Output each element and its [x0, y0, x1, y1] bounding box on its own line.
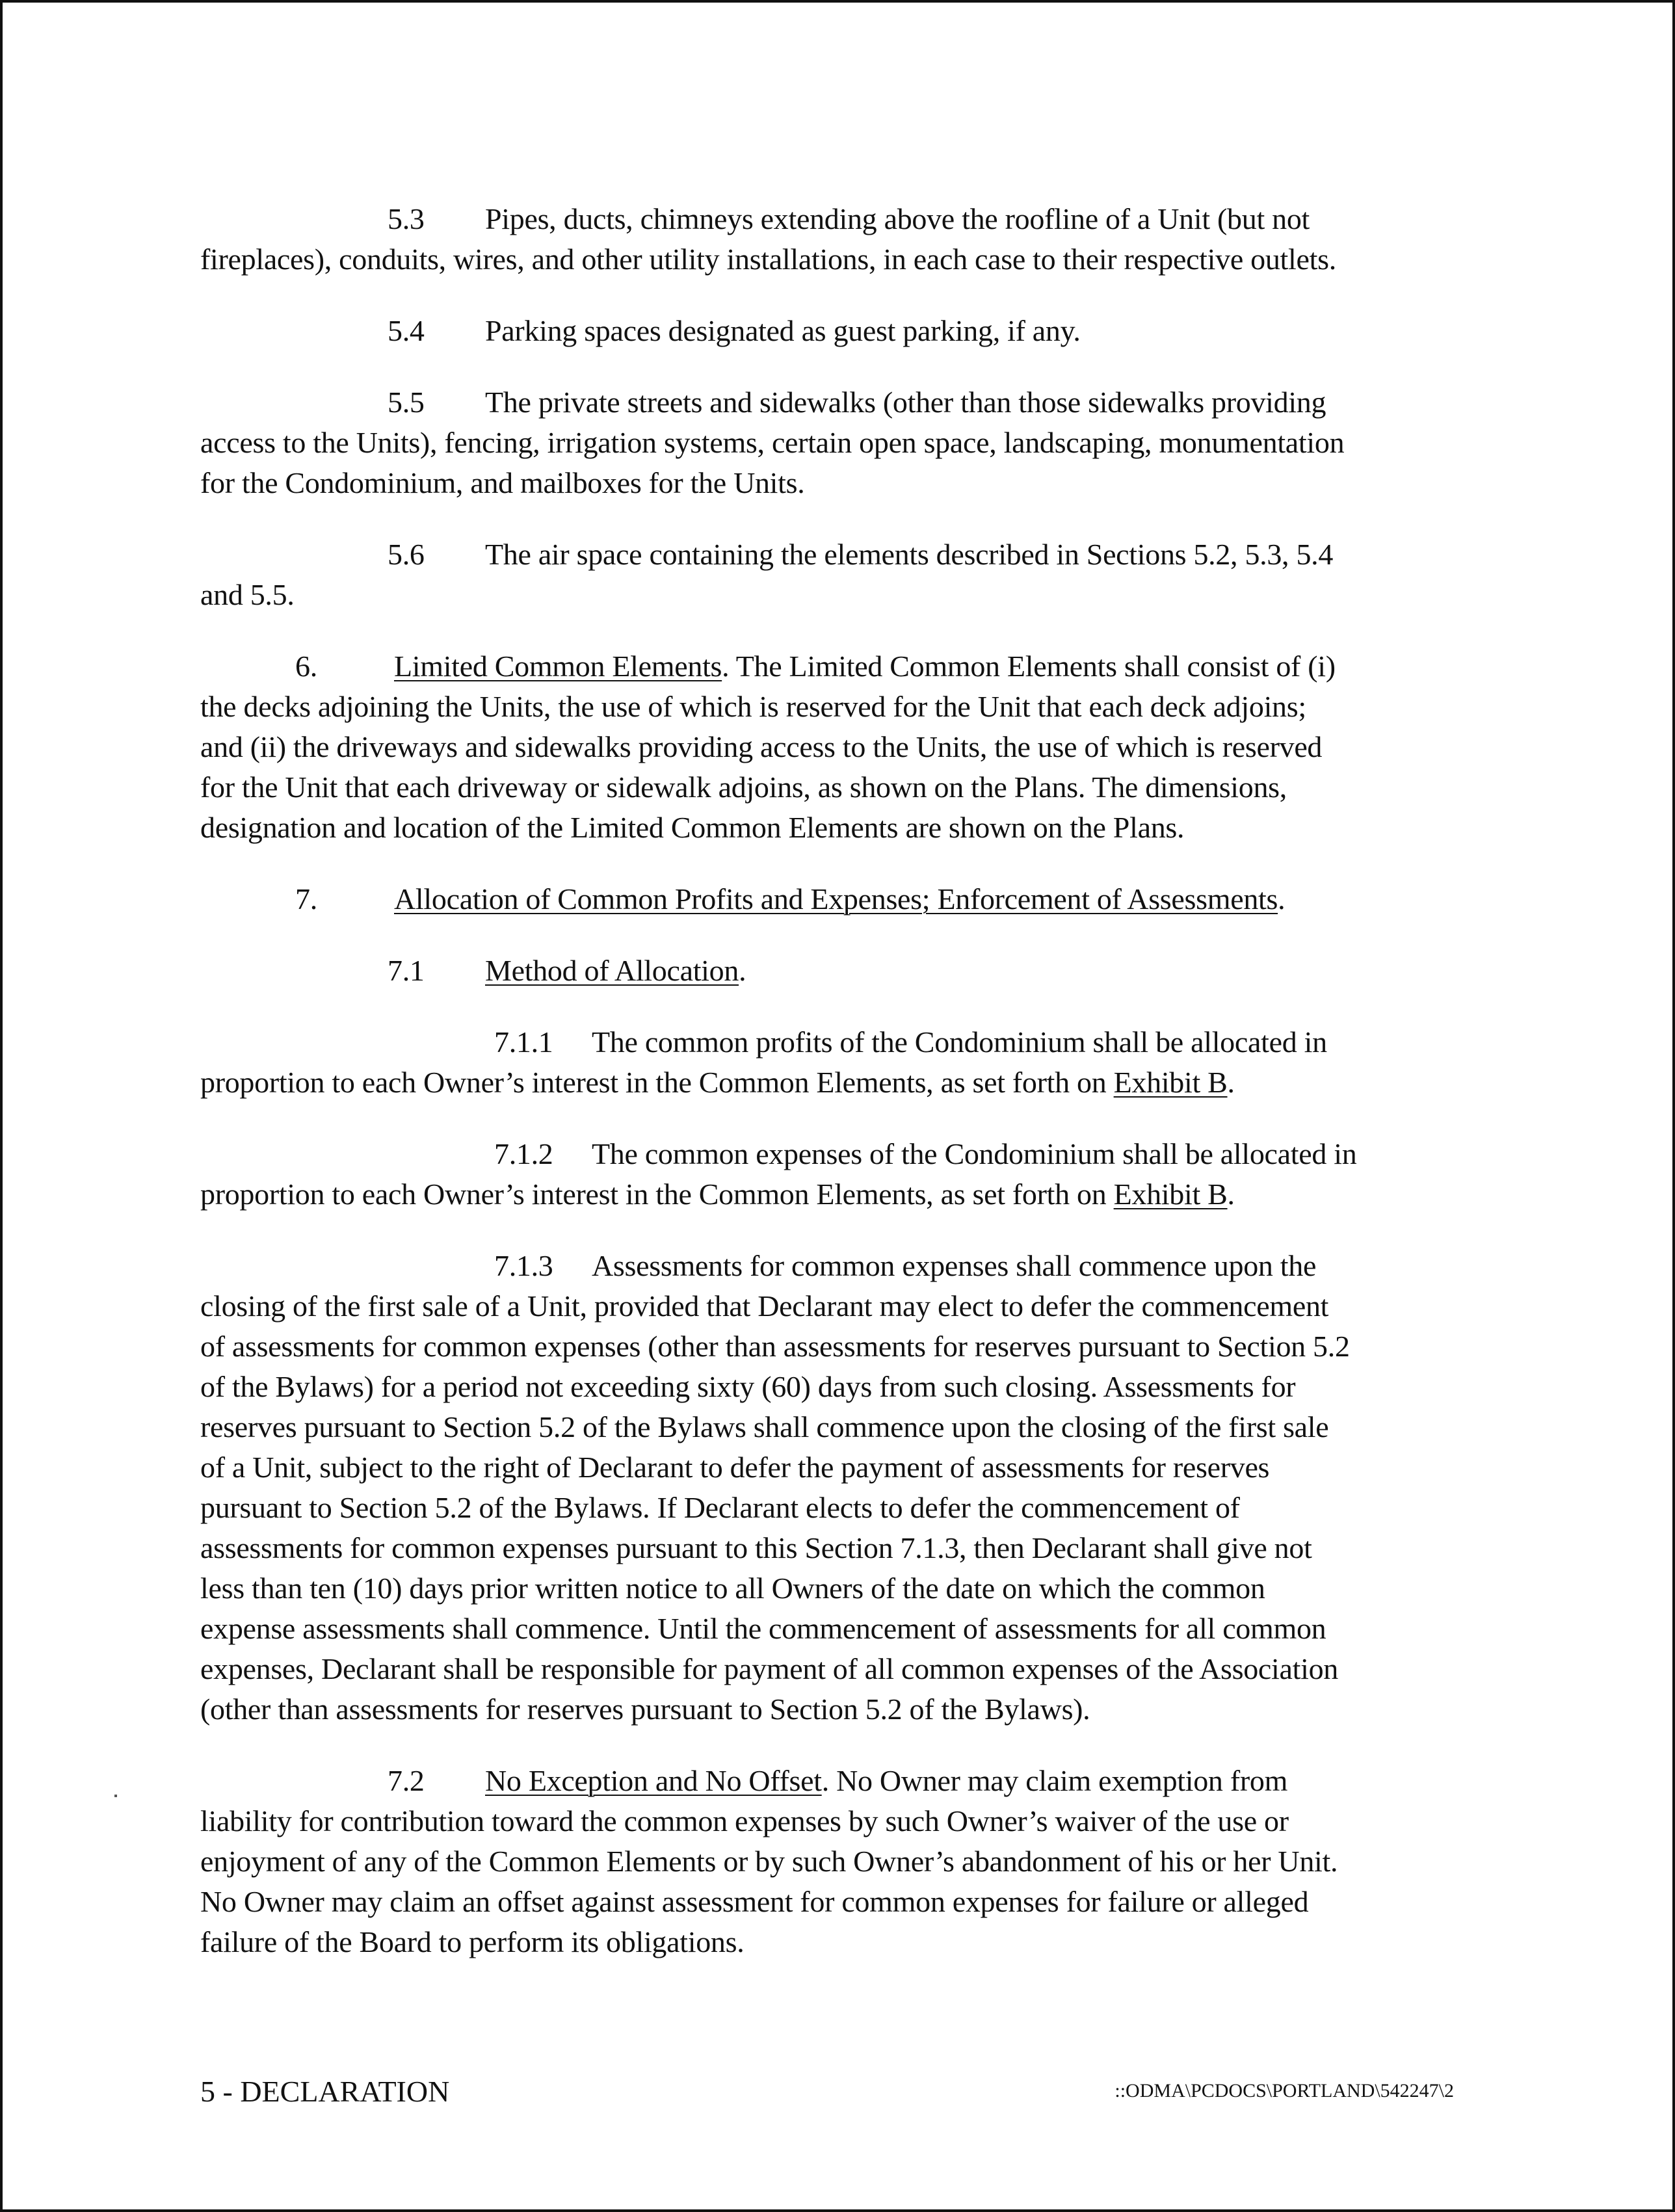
- section-number: 5.4: [388, 314, 425, 347]
- section-text-line: . The Limited Common Elements shall consist of (i): [722, 650, 1336, 683]
- section-text-line: The common profits of the Condominium shall be allocated in: [592, 1025, 1327, 1059]
- section-text-line: failure of the Board to perform its obligations.: [200, 1925, 745, 1958]
- section-number: 5.6: [388, 538, 425, 571]
- section-5-5: [200, 382, 1481, 503]
- section-number: 7.2: [388, 1764, 425, 1797]
- section-text-line: of the Bylaws) for a period not exceeding sixty (60) days from such closing. Assessments for: [200, 1370, 1296, 1403]
- section-text-line: enjoyment of any of the Common Elements or by such Owner’s abandonment of his or her Unit.: [200, 1845, 1338, 1878]
- section-7-2: [200, 1761, 1481, 1962]
- section-5-3: [200, 199, 1481, 280]
- section-5-4: [200, 311, 1481, 351]
- section-text-line: pursuant to Section 5.2 of the Bylaws. If Declarant elects to defer the commencement of: [200, 1491, 1240, 1524]
- section-text-line: proportion to each Owner’s interest in the Common Elements, as set forth on: [200, 1066, 1114, 1099]
- section-number: 5.3: [388, 202, 425, 235]
- section-text-line: . No Owner may claim exemption from: [821, 1764, 1288, 1797]
- section-number: 5.5: [388, 386, 425, 419]
- section-text-line: access to the Units), fencing, irrigation systems, certain open space, landscaping, monumentation: [200, 426, 1345, 459]
- scan-speck: [114, 1795, 117, 1797]
- section-text-line: for the Condominium, and mailboxes for the Units.: [200, 466, 805, 499]
- section-7-1: [200, 951, 1481, 991]
- document-body: [200, 199, 1481, 1962]
- section-text-line: and 5.5.: [200, 578, 295, 611]
- section-text-line: expense assessments shall commence. Until the commencement of assessments for all common: [200, 1612, 1326, 1645]
- footer-doc-path: ::ODMA\PCDOCS\PORTLAND\542247\2: [1114, 2080, 1454, 2101]
- section-text-line: No Owner may claim an offset against assessment for common expenses for failure or alleged: [200, 1885, 1309, 1918]
- section-text-line: Parking spaces designated as guest parking, if any.: [485, 314, 1081, 347]
- section-number: 7.1.3: [494, 1249, 553, 1282]
- section-title-end: .: [739, 954, 746, 987]
- section-text-line: of assessments for common expenses (other than assessments for reserves pursuant to Section 5.2: [200, 1330, 1350, 1363]
- section-number: 7.1: [388, 954, 425, 987]
- section-text-line: and (ii) the driveways and sidewalks providing access to the Units, the use of which is reserved: [200, 730, 1323, 763]
- section-title: Allocation of Common Profits and Expenses; Enforcement of Assessments: [394, 882, 1278, 915]
- section-title: No Exception and No Offset: [485, 1764, 822, 1797]
- exhibit-reference: Exhibit B: [1113, 1066, 1228, 1099]
- section-number: 6.: [295, 650, 317, 683]
- section-number: 7.: [295, 882, 317, 915]
- section-text-end: .: [1227, 1066, 1235, 1099]
- section-text-line: The common expenses of the Condominium shall be allocated in: [592, 1137, 1357, 1170]
- section-title: Limited Common Elements: [394, 650, 722, 683]
- section-number: 7.1.1: [494, 1025, 553, 1059]
- section-text-line: of a Unit, subject to the right of Declarant to defer the payment of assessments for reserves: [200, 1451, 1270, 1484]
- section-7-1-1: [200, 1022, 1481, 1103]
- section-text-line: (other than assessments for reserves pursuant to Section 5.2 of the Bylaws).: [200, 1692, 1090, 1726]
- section-text-line: the decks adjoining the Units, the use of which is reserved for the Unit that each deck adjoins;: [200, 690, 1306, 723]
- section-text-line: The private streets and sidewalks (other than those sidewalks providing: [485, 386, 1326, 419]
- section-text-line: proportion to each Owner’s interest in the Common Elements, as set forth on: [200, 1178, 1114, 1211]
- section-text-line: reserves pursuant to Section 5.2 of the Bylaws shall commence upon the closing of the first sale: [200, 1410, 1329, 1443]
- section-7: [200, 879, 1481, 919]
- section-text-line: Pipes, ducts, chimneys extending above the roofline of a Unit (but not: [485, 202, 1310, 235]
- exhibit-reference: Exhibit B: [1113, 1178, 1228, 1211]
- section-7-1-2: [200, 1134, 1481, 1215]
- section-text-line: closing of the first sale of a Unit, provided that Declarant may elect to defer the commencement: [200, 1289, 1329, 1323]
- section-text-end: .: [1227, 1178, 1235, 1211]
- section-text-line: assessments for common expenses pursuant to this Section 7.1.3, then Declarant shall give not: [200, 1531, 1312, 1564]
- section-title-end: .: [1278, 882, 1286, 915]
- section-6: [200, 646, 1481, 848]
- section-text-line: expenses, Declarant shall be responsible for payment of all common expenses of the Association: [200, 1652, 1338, 1685]
- section-text-line: less than ten (10) days prior written notice to all Owners of the date on which the common: [200, 1572, 1265, 1605]
- section-7-1-3: [200, 1246, 1481, 1730]
- section-text-line: fireplaces), conduits, wires, and other utility installations, in each case to their respective outlets.: [200, 243, 1336, 276]
- section-title: Method of Allocation: [485, 954, 739, 987]
- section-5-6: [200, 534, 1481, 615]
- section-number: 7.1.2: [494, 1137, 553, 1170]
- section-text-line: Assessments for common expenses shall commence upon the: [592, 1249, 1317, 1282]
- section-text-line: The air space containing the elements described in Sections 5.2, 5.3, 5.4: [485, 538, 1334, 571]
- footer-page-label: 5 - DECLARATION: [200, 2075, 450, 2108]
- section-text-line: liability for contribution toward the common expenses by such Owner’s waiver of the use or: [200, 1804, 1289, 1837]
- section-text-line: for the Unit that each driveway or sidewalk adjoins, as shown on the Plans. The dimensions,: [200, 770, 1287, 804]
- section-text-line: designation and location of the Limited Common Elements are shown on the Plans.: [200, 811, 1185, 844]
